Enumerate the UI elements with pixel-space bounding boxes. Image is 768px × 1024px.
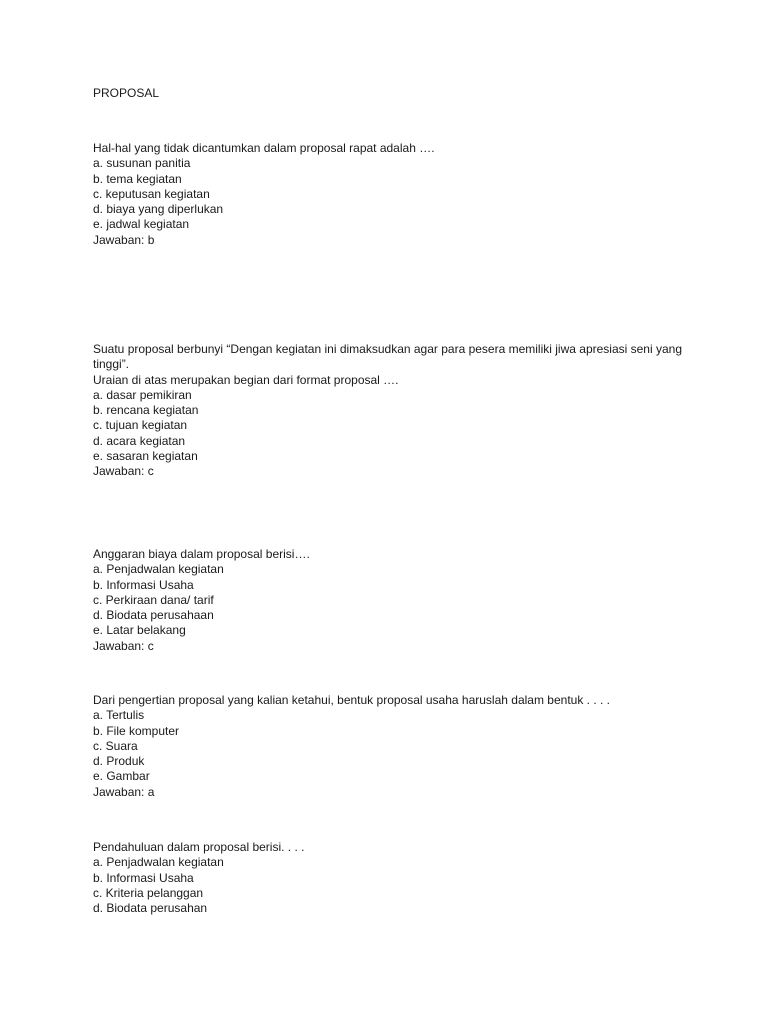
- option-item: b. tema kegiatan: [93, 171, 182, 186]
- question-block-4: [93, 693, 683, 800]
- option-item: c. Kriteria pelanggan: [93, 885, 204, 900]
- answer-text: Jawaban: c: [93, 638, 154, 653]
- question-text: Anggaran biaya dalam proposal berisi….: [93, 547, 310, 561]
- option-item: d. Biodata perusahan: [93, 901, 208, 916]
- question-text: Hal-hal yang tidak dicantumkan dalam proposal rapat adalah ….: [93, 141, 435, 155]
- option-item: e. Latar belakang: [93, 623, 186, 638]
- question-block-1: [93, 141, 683, 248]
- option-item: e. Gambar: [93, 769, 150, 784]
- option-item: a. Penjadwalan kegiatan: [93, 562, 224, 577]
- question-text: Suatu proposal berbunyi “Dengan kegiatan ini dimaksudkan agar para pesera memiliki jiwa apresiasi seni yang tinggi”.: [93, 342, 686, 372]
- option-item: a. Tertulis: [93, 708, 145, 723]
- option-list: [93, 388, 683, 464]
- option-item: c. tujuan kegiatan: [93, 418, 188, 433]
- document-page: [93, 86, 686, 916]
- option-item: c. Suara: [93, 738, 138, 753]
- document-title: PROPOSAL: [93, 86, 160, 100]
- question-block-5: [93, 840, 683, 916]
- option-item: c. keputusan kegiatan: [93, 186, 210, 201]
- option-list: [93, 156, 683, 232]
- option-list: [93, 855, 683, 916]
- option-item: b. Informasi Usaha: [93, 870, 194, 885]
- option-item: d. biaya yang diperlukan: [93, 202, 224, 217]
- option-list: [93, 562, 683, 638]
- option-item: e. sasaran kegiatan: [93, 449, 198, 464]
- question-text: Dari pengertian proposal yang kalian ketahui, bentuk proposal usaha haruslah dalam bentuk . . . .: [93, 693, 610, 707]
- option-item: a. susunan panitia: [93, 156, 191, 171]
- answer-text: Jawaban: a: [93, 784, 155, 799]
- answer-text: Jawaban: b: [93, 232, 155, 247]
- option-item: b. rencana kegiatan: [93, 403, 199, 418]
- question-block-2: [93, 342, 686, 480]
- option-item: e. jadwal kegiatan: [93, 217, 190, 232]
- answer-text: Jawaban: c: [93, 464, 154, 479]
- option-item: d. acara kegiatan: [93, 433, 186, 448]
- question-block-3: [93, 547, 683, 654]
- option-item: b. Informasi Usaha: [93, 577, 194, 592]
- option-list: [93, 708, 683, 784]
- option-item: a. dasar pemikiran: [93, 387, 192, 402]
- option-item: d. Produk: [93, 754, 145, 769]
- option-item: b. File komputer: [93, 723, 180, 738]
- question-text: Pendahuluan dalam proposal berisi. . . .: [93, 840, 305, 854]
- option-item: d. Biodata perusahaan: [93, 608, 214, 623]
- question-context: Uraian di atas merupakan begian dari format proposal ….: [93, 372, 399, 387]
- option-item: c. Perkiraan dana/ tarif: [93, 592, 214, 607]
- option-item: a. Penjadwalan kegiatan: [93, 855, 224, 870]
